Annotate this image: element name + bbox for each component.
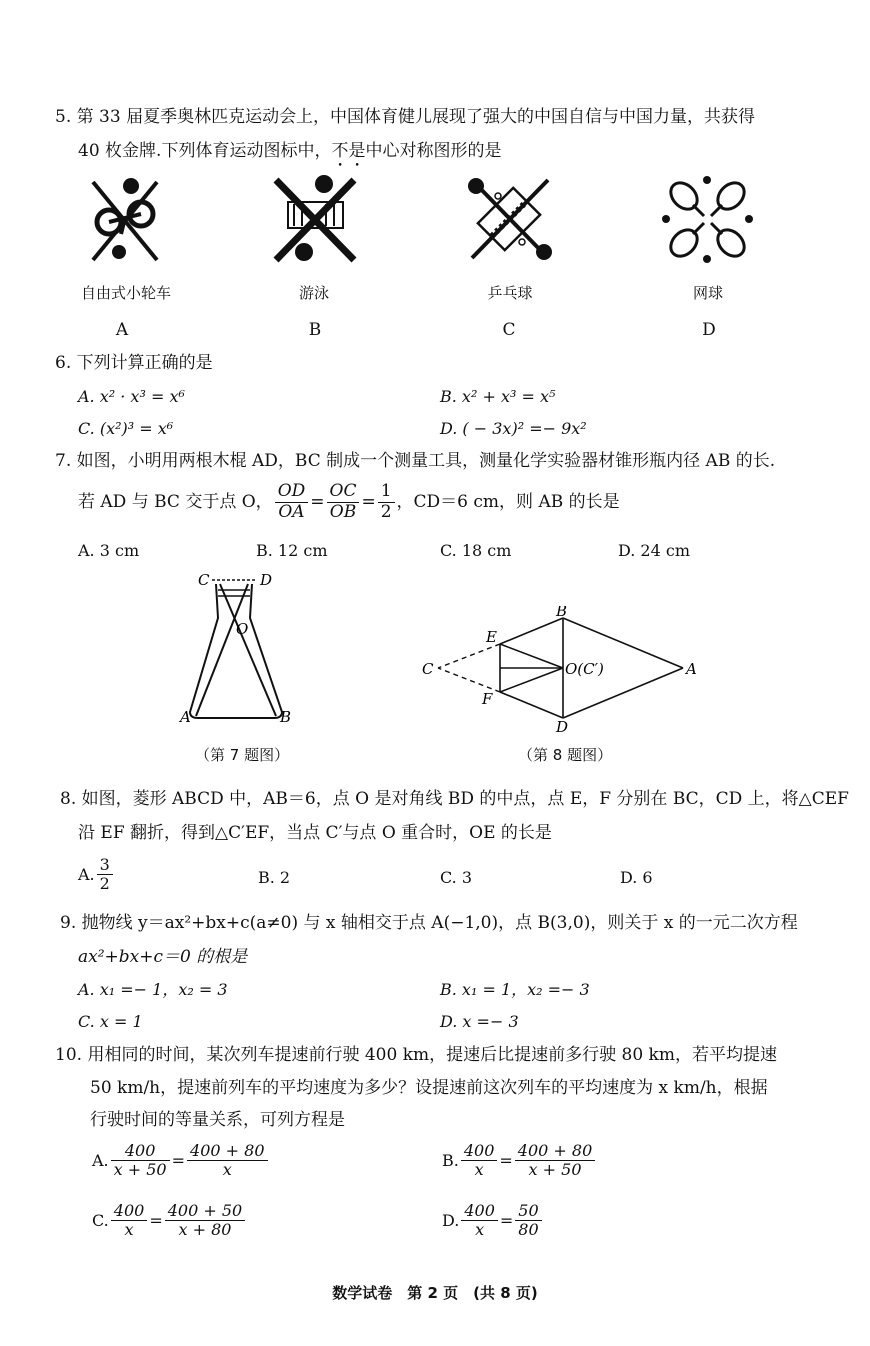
option-label: D. <box>442 1210 460 1230</box>
option-label: C. <box>92 1210 109 1230</box>
page-footer: 数学试卷 第 2 页 (共 8 页) <box>332 1284 538 1302</box>
frac-num: 400 + 80 <box>187 1142 267 1161</box>
q6-option-b: B. x² + x³ = x⁵ <box>440 387 556 406</box>
frac-den: x + 50 <box>528 1160 582 1180</box>
q7-line1: 7. 如图，小明用两根木棍 AD，BC 制成一个测量工具，测量化学实验器材锥形瓶内径 AB 的长. <box>55 451 776 471</box>
equals-sign: = <box>499 1210 514 1230</box>
equals-sign: = <box>149 1210 163 1230</box>
q8-line1: 8. 如图，菱形 ABCD 中，AB＝6，点 O 是对角线 BD 的中点，点 E，F 分别在 BC，CD 上，将△CEF <box>60 789 849 809</box>
q5-label-a: 自由式小轮车 <box>80 284 171 302</box>
q6-option-d: D. ( − 3x)² =− 9x² <box>440 419 587 438</box>
frac-num: 1 <box>378 482 395 503</box>
frac-num: 50 <box>515 1202 541 1221</box>
q5-letter-b: B <box>308 320 322 340</box>
q8-option-c: C. 3 <box>440 868 473 887</box>
frac-den: x <box>124 1220 134 1240</box>
q8-fraction-three-halves <box>97 856 113 894</box>
q9-option-a: A. x₁ =− 1，x₂ = 3 <box>78 980 228 999</box>
table-tennis-icon <box>462 172 557 267</box>
fig8-caption: （第 8 题图） <box>518 746 613 764</box>
option-label: B. <box>442 1150 459 1170</box>
q7-fraction-oc-ob <box>327 482 360 522</box>
frac-left <box>461 1142 498 1180</box>
fig8-label-e: E <box>486 628 497 646</box>
swimming-icon <box>270 172 360 267</box>
q7-option-d: D. 24 cm <box>618 541 691 560</box>
q5-letter-c: C <box>502 320 516 340</box>
frac-num: OC <box>327 482 360 503</box>
q9-option-b: B. x₁ = 1，x₂ =− 3 <box>440 980 590 999</box>
q9-option-d: D. x =− 3 <box>440 1012 519 1031</box>
frac-den: 2 <box>99 874 110 894</box>
fig7-caption: （第 7 题图） <box>195 746 290 764</box>
frac-num: 400 <box>111 1142 170 1161</box>
rhombus-figure <box>418 606 708 736</box>
frac-den: x <box>222 1160 232 1180</box>
q10-option-a <box>92 1142 270 1180</box>
q10-line1: 10. 用相同的时间，某次列车提速前行驶 400 km，提速后比提速前多行驶 80 km，若平均提速 <box>55 1045 777 1065</box>
frac-den: x + 50 <box>113 1160 167 1180</box>
fig7-label-a: A <box>180 708 191 726</box>
frac-right <box>515 1202 541 1240</box>
q7-line2-pre: 若 AD 与 BC 交于点 O， <box>78 492 273 513</box>
option-label: A. <box>78 864 95 884</box>
q8-line2: 沿 EF 翻折，得到△C′EF，当点 C′与点 O 重合时，OE 的长是 <box>78 823 552 843</box>
q5-line2-post: 中心对称图形的是 <box>365 141 502 161</box>
q10-option-b <box>442 1142 597 1180</box>
frac-den: x + 80 <box>178 1220 232 1240</box>
fig8-label-f: F <box>482 690 493 708</box>
fig8-label-b: B <box>556 606 568 620</box>
option-label: A. <box>92 1150 109 1170</box>
frac-num: OD <box>275 482 309 503</box>
frac-den: OB <box>329 501 357 522</box>
q7-line2-post: ，CD＝6 cm，则 AB 的长是 <box>396 492 620 513</box>
q7-fraction-od-oa <box>275 482 309 522</box>
frac-den: 80 <box>518 1220 539 1240</box>
fig8-label-o: O(C′) <box>565 660 604 678</box>
q9-line2: ax²+bx+c＝0 的根是 <box>78 947 248 967</box>
frac-left <box>461 1202 498 1240</box>
q10-option-d <box>442 1202 544 1240</box>
q7-line2: 若 AD 与 BC 交于点 O， $\frac{OD}{OA}$ = $\frac{OC}{OB}$ = $\frac{1}{2}$ ，CD＝6 cm，则 AB 的长是 <box>78 481 620 522</box>
q10-line3: 行驶时间的等量关系，可列方程是 <box>90 1110 345 1130</box>
fig8-label-d: D <box>556 718 569 736</box>
q7-option-a: A. 3 cm <box>78 541 140 560</box>
frac-den: OA <box>278 501 305 522</box>
frac-right <box>165 1202 245 1240</box>
q5-label-c: 乒乓球 <box>487 284 533 302</box>
q10-option-c <box>92 1202 247 1240</box>
q5-letter-a: A <box>115 320 129 340</box>
fig7-label-c: C <box>198 571 210 589</box>
frac-left <box>111 1142 170 1180</box>
q5-line1: 5. 第 33 届夏季奥林匹克运动会上，中国体育健儿展现了强大的中国自信与中国力量，共获得 <box>55 107 756 127</box>
fig8-label-c: C <box>422 660 434 678</box>
frac-den: x <box>475 1220 485 1240</box>
frac-left <box>111 1202 148 1240</box>
fig7-label-o: O <box>236 620 249 638</box>
q8-option-b: B. 2 <box>258 868 291 887</box>
frac-num: 400 + 50 <box>165 1202 245 1221</box>
q7-option-c: C. 18 cm <box>440 541 512 560</box>
equals-sign: = <box>499 1150 513 1170</box>
frac-right <box>515 1142 595 1180</box>
frac-num: 400 + 80 <box>515 1142 595 1161</box>
q6-option-a: A. x² · x³ = x⁶ <box>78 387 185 406</box>
q8-option-d: D. 6 <box>620 868 653 887</box>
fig7-label-d: D <box>260 571 273 589</box>
q9-line1: 9. 抛物线 y＝ax²+bx+c(a≠0) 与 x 轴相交于点 A(−1,0)，点 B(3,0)，则关于 x 的一元二次方程 <box>60 913 798 933</box>
q7-option-b: B. 12 cm <box>256 541 328 560</box>
q9-option-c: C. x = 1 <box>78 1012 143 1031</box>
frac-den: 2 <box>380 501 392 522</box>
flask-figure <box>176 568 306 733</box>
equals-sign: = <box>171 1150 186 1170</box>
q6-stem: 6. 下列计算正确的是 <box>55 353 213 373</box>
q5-line2-pre: 40 枚金牌.下列体育运动图标中， <box>78 141 332 161</box>
frac-num: 3 <box>97 856 113 875</box>
frac-num: 400 <box>461 1142 498 1161</box>
q5-label-b: 游泳 <box>298 284 329 302</box>
q5-line2 <box>78 134 501 171</box>
frac-num: 400 <box>461 1202 498 1221</box>
bmx-icon <box>85 172 165 267</box>
tennis-icon <box>660 172 755 267</box>
frac-num: 400 <box>111 1202 148 1221</box>
fig7-label-b: B <box>280 708 292 726</box>
q5-letter-d: D <box>702 320 716 340</box>
q7-fraction-half <box>378 482 395 522</box>
fig8-label-a: A <box>686 660 697 678</box>
frac-right <box>187 1142 267 1180</box>
q5-emphasis: 不是 <box>331 141 366 161</box>
q6-option-c: C. (x²)³ = x⁶ <box>78 419 174 438</box>
q10-line2: 50 km/h，提速前列车的平均速度为多少？设提速前这次列车的平均速度为 x km/h，根据 <box>90 1078 768 1098</box>
q8-option-a <box>78 856 115 894</box>
frac-den: x <box>474 1160 484 1180</box>
q5-label-d: 网球 <box>692 284 723 302</box>
